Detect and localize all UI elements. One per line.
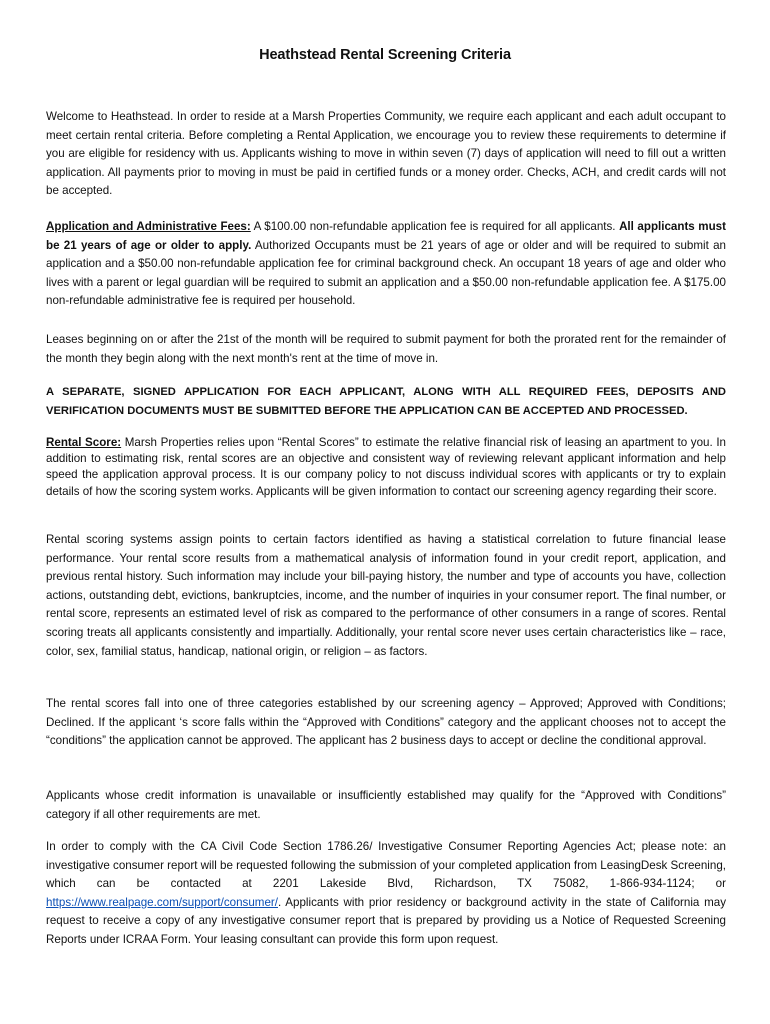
fees-heading: Application and Administrative Fees: — [46, 220, 251, 233]
rental-score-text: Marsh Properties relies upon “Rental Scores” to estimate the relative financial risk of leasing an apartment to you. In addition to estimating risk, rental scores are an objective and consistent way of reviewing relevant applicant information and help speed the application approval process. It is our company policy to not discuss individual scores with applicants or try to explain details of how the scoring system works. Applicants will be given information to contact our screening agency regarding their score. — [46, 436, 726, 498]
ca-civil-code-text-1: In order to comply with the CA Civil Code Section 1786.26/ Investigative Consumer Reporting Agencies Act; please note: an investigative consumer report will be requested following the submission of your completed application from LeasingDesk Screening, which can be contacted at 2201 Lakeside Blvd, Richardson, TX 75082, 1-866-934-1124; or — [46, 840, 726, 891]
rental-score-heading: Rental Score: — [46, 436, 122, 449]
fees-text-2: Authorized Occupants must be 21 years of age or older and will be required to submit an application and a $50.00 non-refundable application fee for criminal background check. An occupant 18 years of age and older who lives with a parent or legal guardian will be required to submit an application and a $50.00 non-refundable application fee. A $175.00 non-refundable administrative fee is required per household. — [46, 238, 726, 308]
score-categories-paragraph: The rental scores fall into one of three categories established by our screening agency – Approved; Approved with Conditions; Declined. If the applicant ‘s score falls within the “Approved with Conditions” category and the applicant chooses not to accept the “conditions” the application cannot be approved. The applicant has 2 business days to accept or decline the conditional approval. — [46, 697, 726, 748]
ca-civil-code-text-2: . Applicants with prior residency or background activity in the state of California may request to receive a copy of any investigative consumer report that is prepared by providing us a Notice of Requested Screening Reports under ICRAA Form. Your leasing consultant can provide this form upon request. — [46, 895, 726, 946]
document-title: Heathstead Rental Screening Criteria — [259, 47, 511, 63]
ca-civil-code-paragraph — [46, 838, 726, 950]
leases-paragraph: Leases beginning on or after the 21st of the month will be required to submit payment for both the prorated rent for the remainder of the month they begin along with the next month's rent at the time of move in. — [46, 333, 726, 365]
scoring-systems-paragraph: Rental scoring systems assign points to certain factors identified as having a statistical correlation to future financial lease performance. Your rental score results from a mathematical analysis of information found in your credit report, application, and previous rental history. Such information may include your bill-paying history, the number and type of accounts you have, collection actions, outstanding debt, evictions, bankruptcies, income, and the number of inquiries in your consumer report. The final number, or rental score, represents an estimated level of risk as compared to the performance of other consumers in a range of scores. Rental scoring treats all applicants consistently and impartially. Additionally, your rental score never uses certain characteristics like – race, color, sex, familial status, handicap, national origin, or religion – as factors. — [46, 533, 726, 658]
separate-application-notice: A SEPARATE, SIGNED APPLICATION FOR EACH APPLICANT, ALONG WITH ALL REQUIRED FEES, DEPOSITS AND VERIFICATION DOCUMENTS MUST BE SUBMITTED BEFORE THE APPLICATION CAN BE ACCEPTED AND PROCESSED. — [46, 386, 726, 417]
realpage-consumer-link[interactable]: https://www.realpage.com/support/consumer/ — [46, 895, 278, 909]
fees-age-requirement: All applicants must be 21 years of age or older to apply. — [46, 220, 726, 252]
welcome-paragraph: Welcome to Heathstead. In order to reside at a Marsh Properties Community, we require each applicant and each adult occupant to meet certain rental criteria. Before completing a Rental Application, we encourage you to review these requirements to determine if you are eligible for residency with us. Applicants wishing to move in within seven (7) days of application will need to fill out a written application. All payments prior to moving in must be paid in certified funds or a money order. Checks, ACH, and credit cards will not be accepted. — [46, 110, 726, 198]
rental-score-paragraph — [46, 435, 726, 500]
unavailable-credit-paragraph: Applicants whose credit information is unavailable or insufficiently established may qualify for the “Approved with Conditions” category if all other requirements are met. — [46, 789, 726, 821]
fees-paragraph — [46, 218, 726, 311]
fees-text-1: A $100.00 non-refundable application fee is required for all applicants. — [250, 220, 620, 233]
